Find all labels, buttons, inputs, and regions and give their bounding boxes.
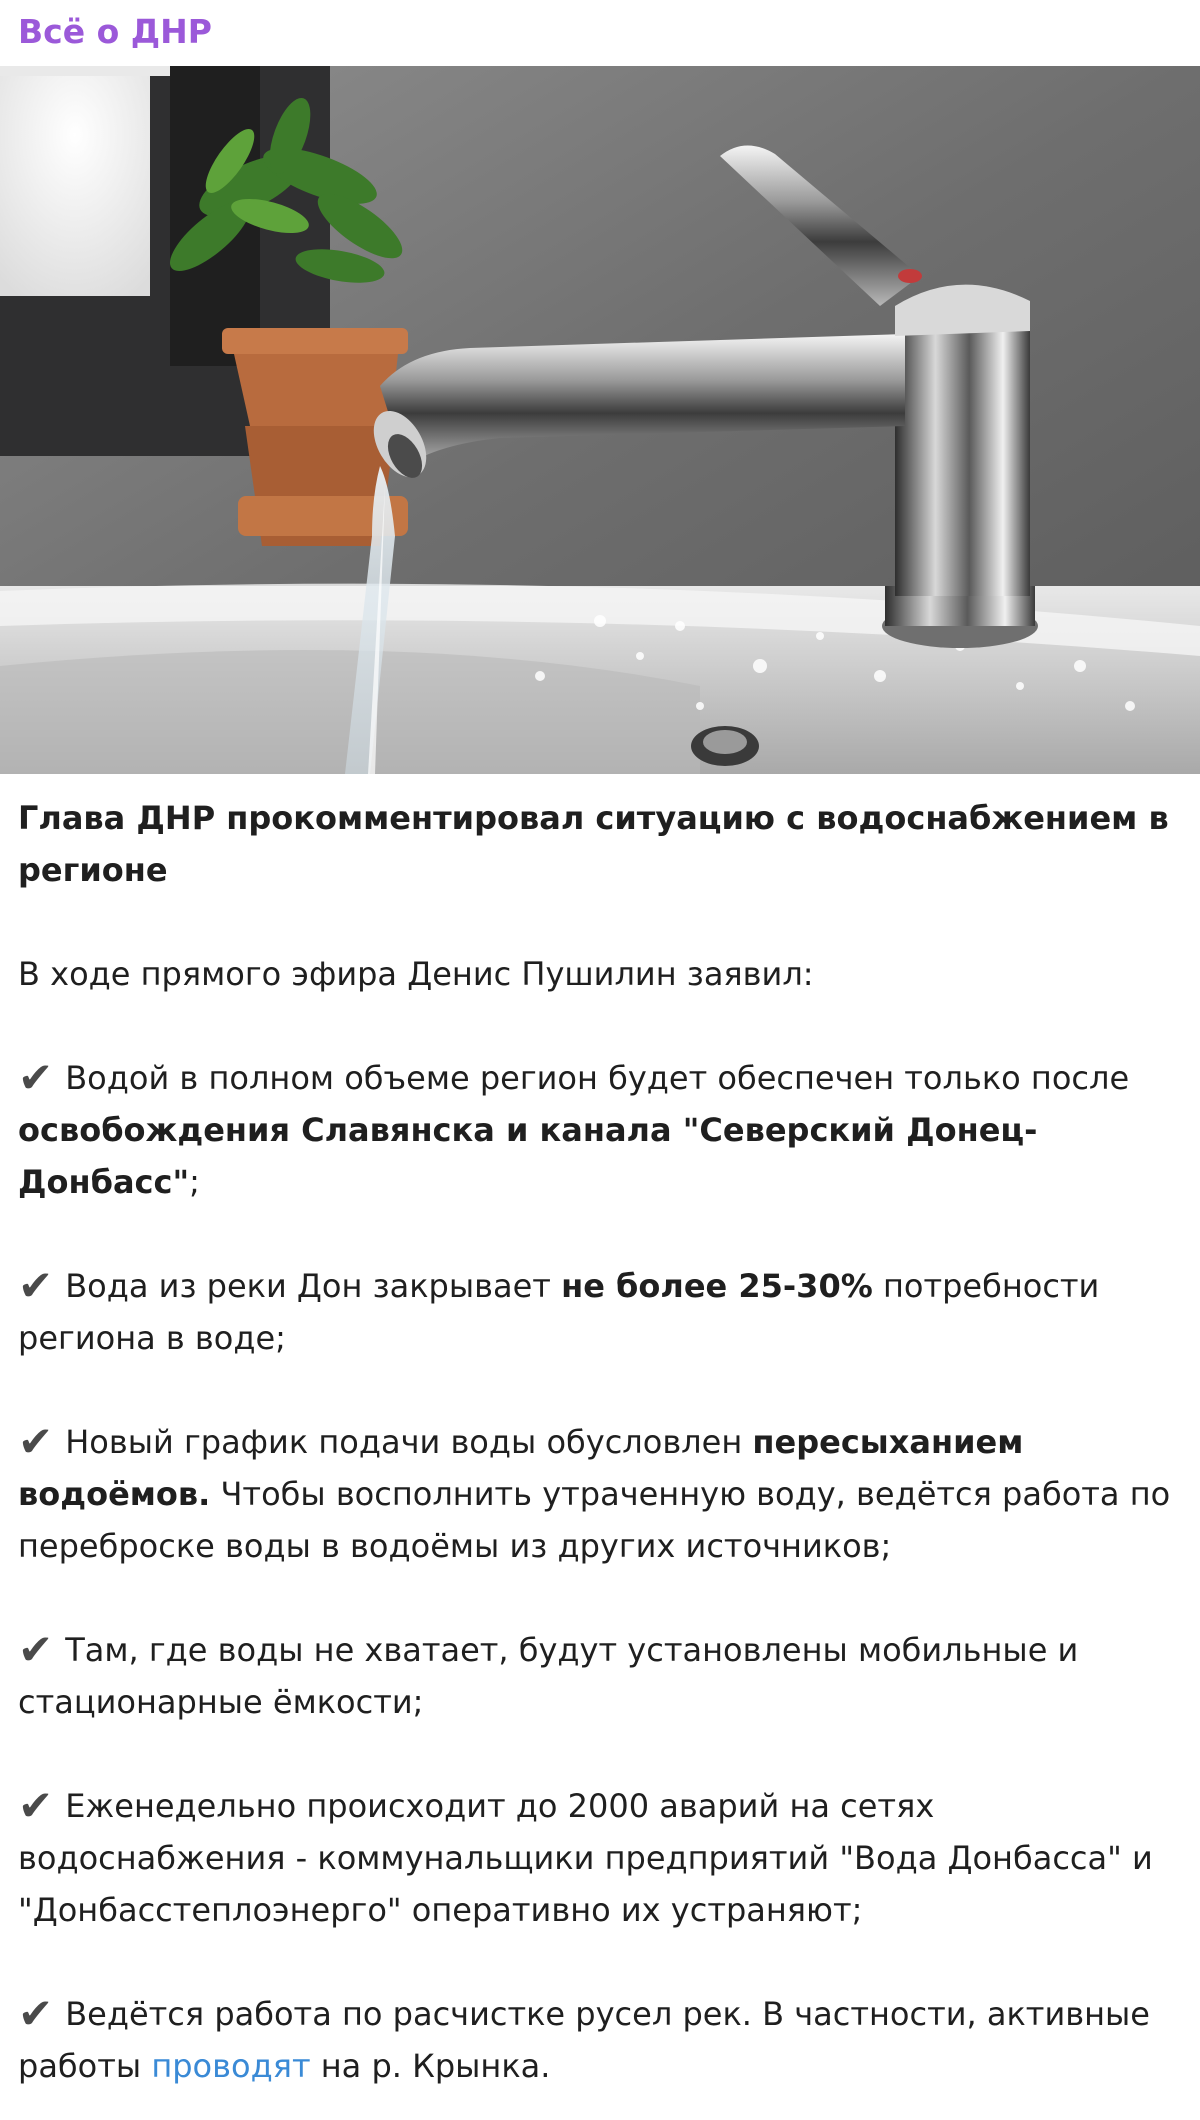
check-mark-icon: ✔ bbox=[18, 1781, 54, 1830]
check-mark-icon: ✔ bbox=[18, 1989, 54, 2038]
list-item: ✔ Еженедельно происходит до 2000 аварий на сетях водоснабжения - коммунальщики предприятий "Вода Донбасса" и "Донбасстеплоэнерго" оперативно их устраняют; bbox=[18, 1781, 1153, 1929]
list-item: ✔ Новый график подачи воды обусловлен пересыханием водоёмов. Чтобы восполнить утраченную воду, ведётся работа по переброске воды в водоёмы из других источников; bbox=[18, 1417, 1171, 1565]
check-mark-icon: ✔ bbox=[18, 1417, 54, 1466]
check-mark-icon: ✔ bbox=[18, 1625, 54, 1674]
post-headline: Глава ДНР прокомментировал ситуацию с водоснабжением в регионе bbox=[18, 799, 1169, 889]
post-text bbox=[18, 792, 1188, 2120]
channel-title[interactable]: Всё о ДНР bbox=[18, 12, 212, 51]
faucet-with-running-water-image bbox=[0, 66, 1200, 774]
list-item: ✔ Вода из реки Дон закрывает не более 25-30% потребности региона в воде; bbox=[18, 1261, 1100, 1357]
post-link[interactable]: проводят bbox=[151, 2047, 311, 2085]
list-item: ✔ Ведётся работа по расчистке русел рек. В частности, активные работы проводят на р. Крынка. bbox=[18, 1989, 1150, 2085]
check-mark-icon: ✔ bbox=[18, 1053, 54, 1102]
post-intro: В ходе прямого эфира Денис Пушилин заявил: bbox=[18, 955, 814, 993]
list-item: ✔ Там, где воды не хватает, будут установлены мобильные и стационарные ёмкости; bbox=[18, 1625, 1079, 1721]
check-mark-icon: ✔ bbox=[18, 1261, 54, 1310]
list-item: ✔ Водой в полном объеме регион будет обеспечен только после освобождения Славянска и канала "Северский Донец-Донбасс"; bbox=[18, 1053, 1130, 1201]
post-photo[interactable] bbox=[0, 66, 1200, 774]
